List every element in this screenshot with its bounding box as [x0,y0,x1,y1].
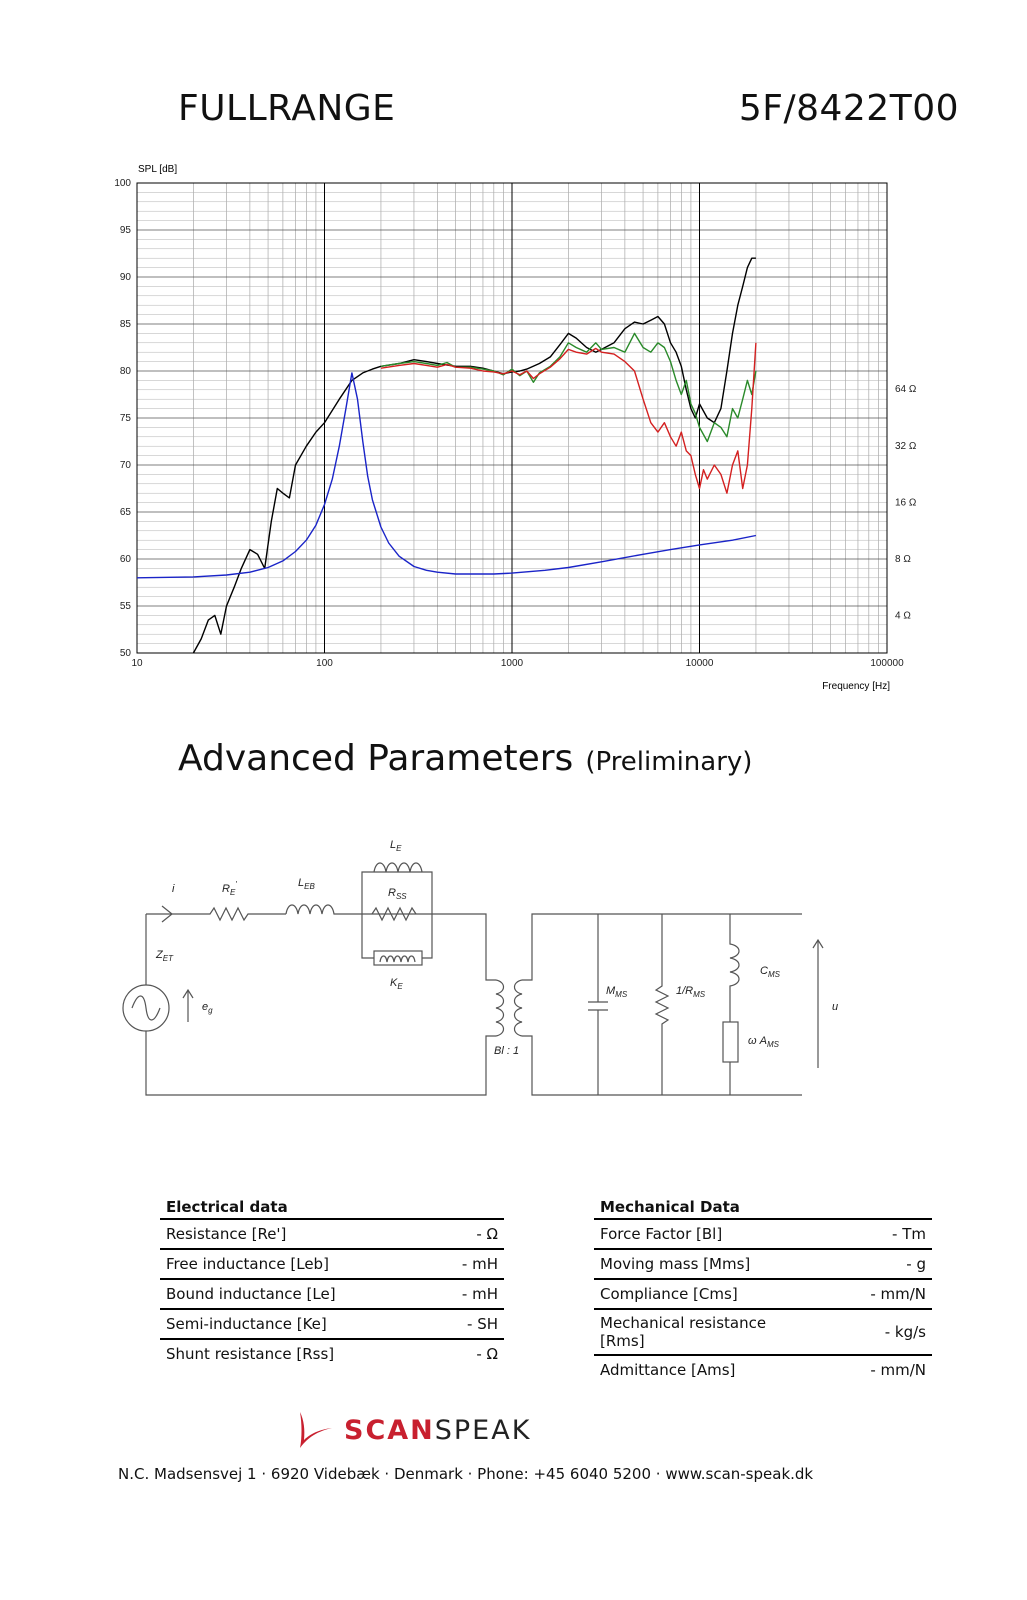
rss-label: $R_{SS}$ [388,887,407,901]
mms-label: $M_{MS}$ [606,985,628,999]
param-label: Resistance [Re'] [160,1219,432,1249]
table-row [160,1249,504,1279]
x-tick-label: 100 [316,658,333,669]
param-value: - mH [432,1279,504,1309]
impedance-tick-label: 8 Ω [895,554,911,565]
company-address: N.C. Madsensvej 1 · 6920 Videbæk · Denmark · Phone: +45 6040 5200 · www.scan-speak.dk [118,1465,814,1483]
series-line-3 [137,373,756,578]
table-row [594,1249,932,1279]
table-row [160,1309,504,1339]
param-value: - mm/N [796,1279,932,1309]
param-label: Admittance [Ams] [600,1361,736,1379]
ke-label: $K_E$ [390,977,403,991]
x-tick-label: 1000 [500,658,524,669]
y-tick-label: 75 [119,413,131,424]
table-row [594,1355,932,1384]
param-value: - kg/s [796,1309,932,1355]
param-value: - Tm [796,1219,932,1249]
y-axis-label: SPL [dB] [138,164,178,175]
advanced-parameters-title [178,738,752,779]
table-row [160,1279,504,1309]
advanced-subtitle: (Preliminary) [585,747,753,777]
x-tick-label: 100000 [870,658,904,669]
param-value: - g [796,1249,932,1279]
param-label: Force Factor [Bl] [594,1219,796,1249]
scanspeak-wave-icon [296,1410,336,1450]
mechanical-data-table [594,1196,932,1384]
model-number: 5F/8422T00 [738,88,959,129]
leb-label: $L_{EB}$ [298,877,315,891]
table-row [594,1219,932,1249]
advanced-title-text: Advanced Parameters [178,738,574,779]
y-tick-label: 65 [119,507,131,518]
rms-label: $1/R_{MS}$ [676,985,706,999]
param-value: - Ω [432,1219,504,1249]
y-tick-label: 85 [119,319,131,330]
y-tick-label: 100 [114,178,131,189]
y-tick-label: 90 [119,272,131,283]
y-tick-label: 95 [119,225,131,236]
y-tick-label: 80 [119,366,131,377]
table-row [594,1309,932,1355]
x-tick-label: 10 [131,658,143,669]
impedance-tick-label: 16 Ω [895,497,917,509]
impedance-tick-label: 32 Ω [895,441,917,453]
brand-name: SCANSPEAK [344,1414,532,1446]
current-label: i [172,883,175,895]
impedance-tick-label: 4 Ω [895,610,911,622]
param-value: - Ω [476,1345,498,1363]
le-label: $L_E$ [390,840,402,853]
ams-label: ω $A_{MS}$ [748,1035,779,1049]
impedance-tick-label: 64 Ω [895,383,917,395]
y-tick-label: 70 [119,460,131,471]
cms-label: $C_{MS}$ [760,965,780,979]
param-value: - SH [432,1309,504,1339]
equivalent-circuit-diagram [110,840,840,1110]
re-label: $R_E'$ [222,880,237,897]
electrical-data-table [160,1196,504,1368]
bl-ratio-label: Bl : 1 [494,1045,520,1057]
param-label: Shunt resistance [Rss] [166,1345,335,1363]
param-label: Moving mass [Mms] [594,1249,796,1279]
scanspeak-logo [296,1410,531,1450]
eg-label: $e_g$ [202,1001,213,1015]
param-value: - mH [432,1249,504,1279]
category-title: FULLRANGE [178,88,396,129]
zet-label: $Z_{ET}$ [156,949,173,963]
table-row [160,1219,504,1249]
mechanical-data-header: Mechanical Data [594,1196,932,1219]
y-tick-label: 50 [119,648,131,659]
param-label: Bound inductance [Le] [160,1279,432,1309]
param-label: Free inductance [Leb] [160,1249,432,1279]
param-value: - mm/N [870,1361,926,1379]
param-label: Semi-inductance [Ke] [160,1309,432,1339]
y-tick-label: 60 [119,554,131,565]
table-row [594,1279,932,1309]
x-tick-label: 10000 [685,658,714,669]
velocity-label: u [832,1001,839,1013]
param-label: Compliance [Cms] [594,1279,796,1309]
table-row [160,1339,504,1368]
frequency-response-chart [100,158,950,698]
y-tick-label: 55 [119,601,131,612]
param-label: Mechanical resistance [Rms] [594,1309,796,1355]
x-axis-label: Frequency [Hz] [822,681,890,692]
electrical-data-header: Electrical data [160,1196,504,1219]
